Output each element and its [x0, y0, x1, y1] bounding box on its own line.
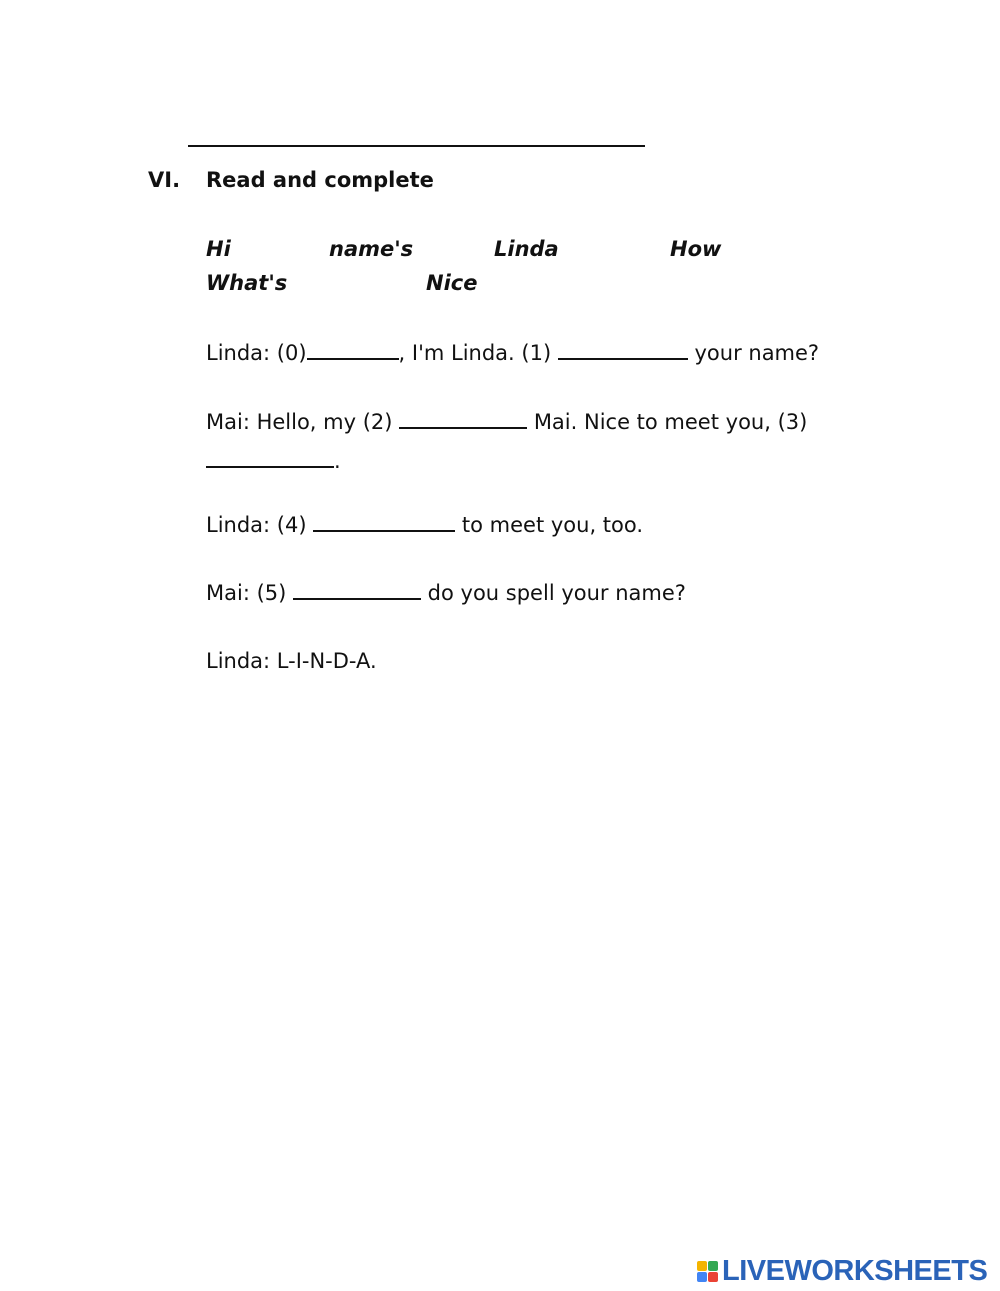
section-heading [148, 168, 434, 192]
line-text: . [334, 449, 341, 473]
word-bank-item-how: How [670, 237, 722, 261]
word-bank-item-nice: Nice [426, 271, 478, 295]
logo-blocks-icon [697, 1261, 718, 1282]
line-text: Linda: L-I-N-D-A. [206, 649, 377, 673]
logo-text: LIVEWORKSHEETS [722, 1254, 988, 1287]
answer-blank-1[interactable] [558, 340, 688, 360]
word-bank-item-whats: What's [206, 271, 288, 295]
line-text: Mai. Nice to meet you, (3) [527, 410, 808, 434]
word-bank-item-linda: Linda [494, 237, 559, 261]
dialogue-line-1 [206, 409, 807, 434]
logo-block-icon [708, 1261, 718, 1271]
answer-blank-0[interactable] [307, 340, 399, 360]
answer-line-previous [188, 145, 645, 147]
line-text: , I'm Linda. (1) [398, 341, 558, 365]
line-text: Mai: Hello, my (2) [206, 410, 400, 434]
dialogue-line-4 [206, 649, 377, 673]
section-title: Read and complete [206, 168, 434, 192]
line-text: Mai: (5) [206, 581, 293, 605]
answer-blank-3[interactable] [206, 448, 334, 468]
liveworksheets-logo [697, 1256, 987, 1286]
logo-block-icon [697, 1272, 707, 1282]
word-bank-item-names: name's [329, 237, 414, 261]
line-text: to meet you, too. [455, 513, 644, 537]
line-text: Linda: (4) [206, 513, 314, 537]
word-bank-item-hi: Hi [206, 237, 231, 261]
dialogue-line-2 [206, 512, 643, 537]
line-text: do you spell your name? [421, 581, 686, 605]
section-number: VI. [148, 168, 181, 192]
line-text: Linda: (0) [206, 341, 307, 365]
answer-blank-5[interactable] [293, 580, 421, 600]
dialogue-line-1-continued [206, 448, 341, 473]
logo-block-icon [708, 1272, 718, 1282]
logo-block-icon [697, 1261, 707, 1271]
answer-blank-2[interactable] [399, 409, 527, 429]
answer-blank-4[interactable] [313, 512, 455, 532]
line-text: your name? [687, 341, 820, 365]
dialogue-line-0 [206, 340, 819, 365]
dialogue-line-3 [206, 580, 686, 605]
